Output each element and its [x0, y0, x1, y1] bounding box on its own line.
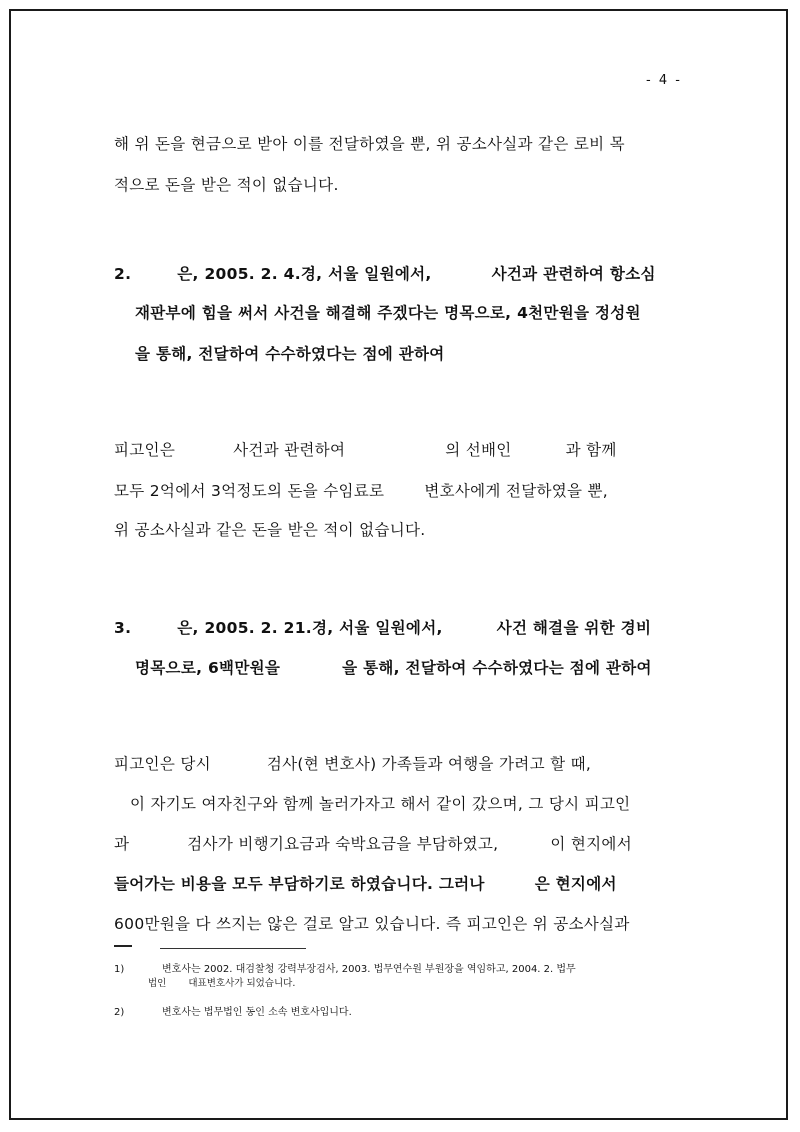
section-3-text-c: 명목으로, 6백만원을: [135, 659, 281, 677]
paragraph-3-line-1: [114, 752, 591, 774]
paragraph-2-segment-e: 모두 2억에서 3억정도의 돈을 수임료로: [114, 482, 385, 500]
paragraph-3-line-3: [114, 832, 632, 854]
paragraph-3-line-5: 600만원을 다 쓰지는 않은 걸로 알고 있습니다. 즉 피고인은 위 공소사실과: [114, 915, 630, 933]
footnote-2-text: 변호사는 법무법인 동인 소속 변호사입니다.: [162, 1007, 352, 1018]
section-2-line-1: [114, 262, 656, 284]
section-3-number: 3.: [114, 619, 132, 637]
footnote-2: [114, 1003, 352, 1018]
section-2-number: 2.: [114, 265, 132, 283]
paragraph-2-line-3: 위 공소사실과 같은 돈을 받은 적이 없습니다.: [114, 521, 426, 539]
section-3-line-1: [114, 616, 651, 638]
paragraph-1-line-2: 적으로 돈을 받은 적이 없습니다.: [114, 176, 339, 194]
paragraph-2-line-1: [114, 438, 617, 460]
section-3-text-a: 은, 2005. 2. 21.경, 서울 일원에서,: [177, 619, 443, 637]
paragraph-3-segment-f: 들어가는 비용을 모두 부담하기로 하였습니다. 그러나: [114, 875, 485, 893]
paragraph-2-segment-a: 피고인은: [114, 441, 176, 459]
paragraph-3-line-2: 이 자기도 여자친구와 함께 놀러가자고 해서 같이 갔으며, 그 당시 피고인: [130, 795, 631, 813]
footnote-1-segment-b: 대표변호사가 되었습니다.: [188, 978, 296, 989]
footnote-separator-mark: [114, 945, 132, 947]
section-2-text-b: 사건과 관련하여 항소심: [491, 265, 656, 283]
footnote-1: [114, 960, 576, 975]
footnote-1-continuation: [148, 975, 295, 989]
section-2-text-a: 은, 2005. 2. 4.경, 서울 일원에서,: [177, 265, 432, 283]
section-3-line-2: [135, 656, 652, 678]
footnote-1-number: 1): [114, 964, 125, 975]
footnote-separator: [160, 948, 306, 949]
footnote-2-number: 2): [114, 1007, 125, 1018]
paragraph-1-line-1: 해 위 돈을 현금으로 받아 이를 전달하였을 뿐, 위 공소사실과 같은 로비 목: [114, 135, 625, 153]
paragraph-3-segment-d: 검사가 비행기요금과 숙박요금을 부담하였고,: [187, 835, 499, 853]
paragraph-3-line-4: [114, 872, 617, 894]
paragraph-3-segment-c: 과: [114, 835, 130, 853]
paragraph-2-segment-f: 변호사에게 전달하였을 뿐,: [424, 482, 609, 500]
section-2-line-3: 을 통해, 전달하여 수수하였다는 점에 관하여: [135, 345, 445, 363]
footnote-1-line-1: 변호사는 2002. 대검찰청 강력부장검사, 2003. 법무연수원 부원장을 역임하고, 2004. 2. 법무: [162, 964, 576, 975]
footnote-1-segment-a: 법인: [148, 978, 167, 989]
section-2-line-2: 재판부에 힘을 써서 사건을 해결해 주겠다는 명목으로, 4천만원을 정성원: [135, 304, 641, 322]
paragraph-2-segment-c: 의 선배인: [445, 441, 512, 459]
section-3-text-d: 을 통해, 전달하여 수수하였다는 점에 관하여: [342, 659, 652, 677]
paragraph-3-segment-g: 은 현지에서: [534, 875, 617, 893]
paragraph-2-segment-b: 사건과 관련하여: [233, 441, 346, 459]
paragraph-3-segment-a: 피고인은 당시: [114, 755, 211, 773]
paragraph-3-segment-b: 검사(현 변호사) 가족들과 여행을 가려고 할 때,: [266, 755, 592, 773]
paragraph-2-line-2: [114, 479, 608, 501]
paragraph-3-segment-e: 이 현지에서: [550, 835, 632, 853]
page-number: - 4 -: [646, 73, 682, 88]
paragraph-2-segment-d: 과 함께: [565, 441, 617, 459]
section-3-text-b: 사건 해결을 위한 경비: [496, 619, 652, 637]
